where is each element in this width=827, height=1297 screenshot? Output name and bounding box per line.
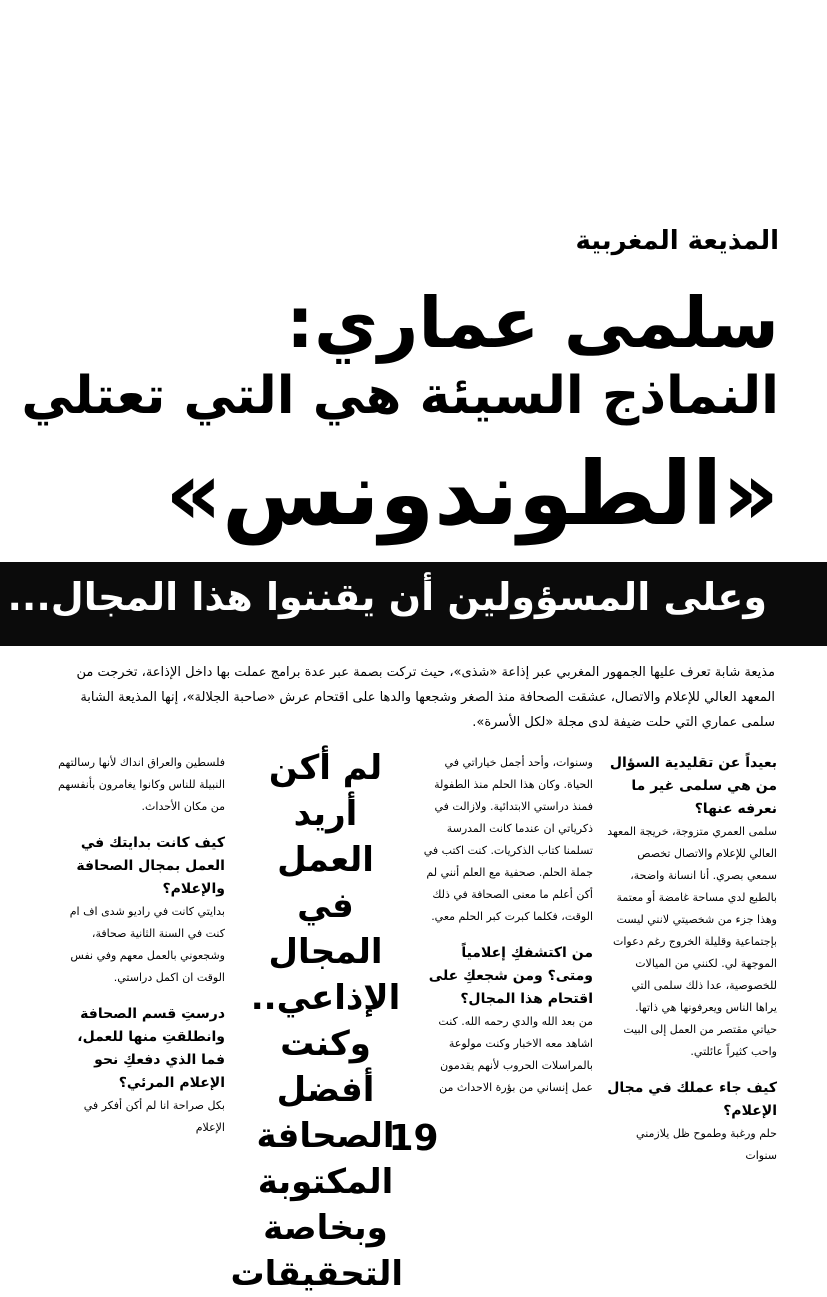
answer-2-continued: وسنوات، وأحد أجمل خياراتي في الحياة. وكان هذا الحلم منذ الطفولة فمنذ دراستي الابتدائية. ولازالت في ذكرياتي ان عندما كانت المدرسة تسلمنا كتاب الذكريات. كنت اكتب في جملة الحلم. صحفية مع العلم أنني لم أكن أعلم ما معنى الصحافة في ذلك الوقت، فكلما كبرت كبر الحلم معي.: [423, 756, 593, 923]
answer-3-continued: فلسطين والعراق انداك لأنها رسالتهم النبيلة للناس وكانوا يغامرون بأنفسهم من مكان الأحداث.: [58, 756, 225, 813]
headline-line-3: «الطوندونس»: [165, 442, 779, 545]
column-1: [607, 752, 777, 1167]
answer-5: بكل صراحة انا لم أكن أفكر في الإعلام: [83, 1099, 225, 1134]
question-4: كيف كانت بدايتك في العمل بمجال الصحافة والإعلام؟: [76, 835, 225, 897]
column-2: [423, 752, 593, 1099]
answer-4: بدايتي كانت في راديو شدى اف ام كنت في السنة الثانية صحافة، وشجعوني بالعمل معهم وفي نفس الوقت ان اكمل دراستي.: [69, 905, 225, 984]
question-2: كيف جاء عملك في مجال الإعلام؟: [607, 1080, 777, 1119]
question-1: بعيداً عن تقليدية السؤال من هي سلمى غير ما نعرفه عنها؟: [609, 755, 777, 817]
answer-2: حلم ورغبة وطموح ظل يلازمني سنوات: [636, 1127, 777, 1162]
column-4: [55, 752, 225, 1139]
intro-paragraph: مذيعة شابة تعرف عليها الجمهور المغربي عبر إذاعة «شذى»، حيث تركت بصمة عبر عدة برامج عملت بها داخل الإذاعة، تخرجت من المعهد العالي للإعلام والاتصال، عشقت الصحافة منذ الصغر وشجعها والدها على اقتحام عرش «صاحبة الجلالة»، إنها المذيعة الشابة سلمى عماري التي حلت ضيفة لدى مجلة «لكل الأسرة».: [76, 665, 775, 730]
headline-line-2: النماذج السيئة هي التي تعتلي: [21, 366, 779, 426]
headline-line-1: سلمى عماري:: [285, 282, 779, 364]
answer-3: من بعد الله والدي رحمه الله. كنت اشاهد معه الاخبار وكنت مولوعة بالمراسلات الحروب لأنهم يقدمون عمل إنساني من بؤرة الاحداث من: [438, 1015, 593, 1094]
pull-quote: لم أكن أريد العمل في المجال الإذاعي.. وكنت أفضل الصحافة المكتوبة وبخاصة التحقيقات: [230, 748, 403, 1294]
kicker: المذيعة المغربية: [575, 226, 779, 256]
question-3: من اكتشفكِ إعلامياً ومتى؟ ومن شجعكِ على اقتحام هذا المجال؟: [428, 945, 593, 1007]
subtitle-band-text: وعلى المسؤولين أن يقننوا هذا المجال...: [7, 575, 767, 619]
answer-1: سلمى العمري متزوجة، خريجة المعهد العالي للإعلام والاتصال تخصص سمعي بصري. أنا انسانة واضحة، بالطبع لدي مساحة غامضة أو معتمة وهذا جزء من شخصيتي لانني ليست بإجتماعية وقليلة الخروج رغم دعوات الموجهة لي. لكنني من الميالات للخصوصية، عدا ذلك سلمى التي يراها الناس ويعرفونها هي ذاتها. حياتي مقتصر من العمل إلى البيت واحب كثيراً عائلتي.: [607, 825, 777, 1058]
question-5: درستِ قسم الصحافة وانطلقتِ منها للعمل، فما الذي دفعكِ نحو الإعلام المرئي؟: [77, 1006, 225, 1091]
page-number: 19: [388, 1118, 439, 1159]
